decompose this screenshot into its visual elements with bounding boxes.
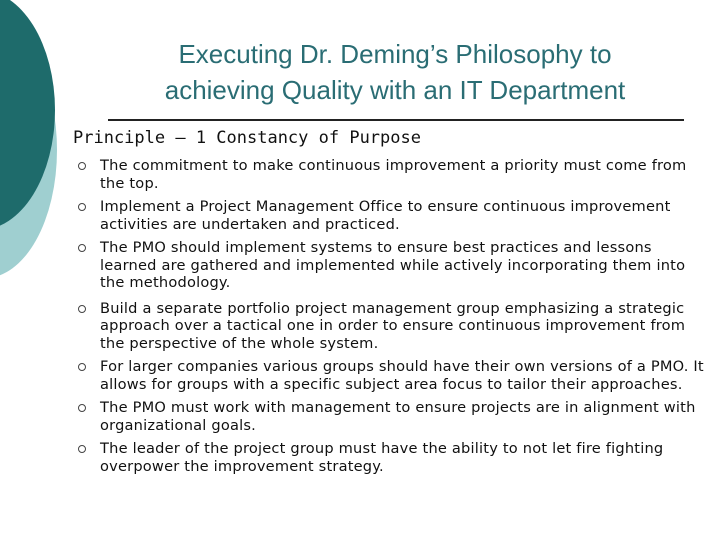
circle-bullet-icon	[78, 445, 86, 453]
list-item	[80, 300, 710, 353]
slide-title	[105, 36, 685, 108]
list-item	[80, 358, 710, 393]
bullet-text: The PMO must work with management to ensure projects are in alignment with organizational goals.	[100, 399, 696, 434]
principle-heading: Principle – 1 Constancy of Purpose	[73, 128, 421, 148]
list-item	[80, 440, 710, 475]
circle-bullet-icon	[78, 203, 86, 211]
bullet-text: Implement a Project Management Office to ensure continuous improvement activities are undertaken and practiced.	[100, 198, 671, 233]
decorative-circles	[0, 0, 70, 300]
bullet-text: The PMO should implement systems to ensure best practices and lessons learned are gathered and implemented while actively incorporating them into the methodology.	[100, 239, 686, 291]
bullet-text: The leader of the project group must have the ability to not let fire fighting overpower the improvement strategy.	[100, 440, 664, 475]
title-line-1: Executing Dr. Deming’s Philosophy to	[178, 39, 612, 69]
bullet-text: Build a separate portfolio project management group emphasizing a strategic approach over a tactical one in order to ensure continuous improvement from the perspective of the whole system.	[100, 299, 686, 352]
list-item	[80, 239, 710, 292]
circle-bullet-icon	[78, 305, 86, 313]
bullet-text: The commitment to make continuous improvement a priority must come from the top.	[100, 157, 687, 192]
bullet-text: For larger companies various groups should have their own versions of a PMO. It allows for groups with a specific subject area focus to tailor their approaches.	[100, 358, 704, 393]
list-item	[80, 198, 710, 233]
circle-bullet-icon	[78, 244, 86, 252]
bullet-list	[80, 157, 710, 481]
title-line-2: achieving Quality with an IT Department	[164, 75, 626, 105]
circle-bullet-icon	[78, 363, 86, 371]
circle-bullet-icon	[78, 404, 86, 412]
list-item	[80, 399, 710, 434]
circle-bullet-icon	[78, 162, 86, 170]
list-item	[80, 157, 710, 192]
title-divider	[108, 119, 684, 121]
